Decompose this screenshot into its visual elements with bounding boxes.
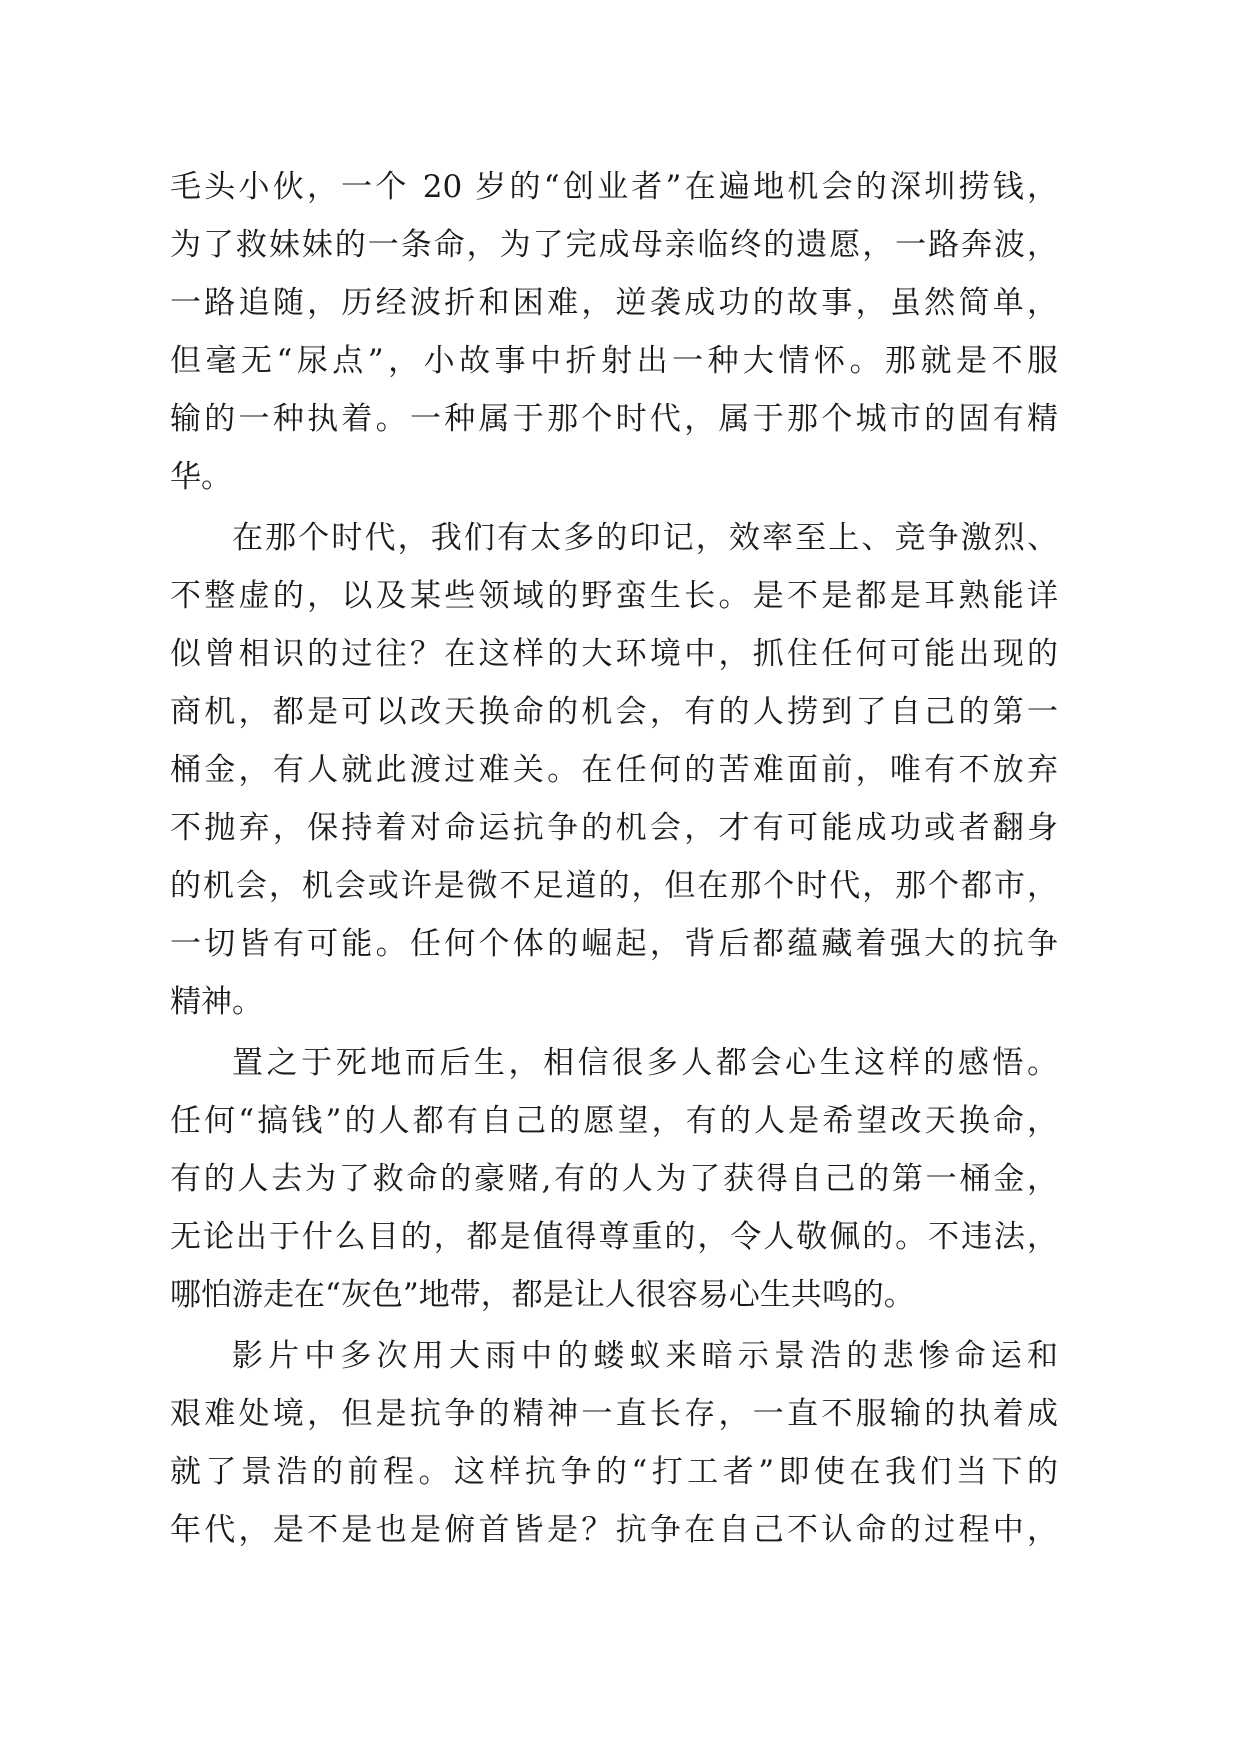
paragraph-4 — [170, 1327, 1058, 1559]
text-line: 商机，都是可以改天换命的机会，有的人捞到了自己的第一 — [170, 694, 1058, 730]
text-line: 的机会，机会或许是微不足道的，但在那个时代，那个都市， — [170, 868, 1058, 904]
text-line: 但毫无“尿点”，小故事中折射出一种大情怀。那就是不服 — [170, 343, 1058, 379]
text-line: 似曾相识的过往？在这样的大环境中，抓住任何可能出现的 — [170, 636, 1058, 672]
paragraph-2 — [170, 509, 1058, 1031]
text-line: 任何“搞钱”的人都有自己的愿望，有的人是希望改天换命， — [170, 1103, 1058, 1139]
text-line: 就了景浩的前程。这样抗争的“打工者”即使在我们当下的 — [170, 1454, 1058, 1490]
text-line: 年代，是不是也是俯首皆是？抗争在自己不认命的过程中， — [170, 1512, 1058, 1548]
text-line: 在那个时代，我们有太多的印记，效率至上、竞争激烈、 — [232, 520, 1058, 556]
text-line: 有的人去为了救命的豪赌,有的人为了获得自己的第一桶金， — [170, 1161, 1058, 1197]
text-line: 一切皆有可能。任何个体的崛起，背后都蕴藏着强大的抗争 — [170, 926, 1058, 962]
text-line: 毛头小伙，一个 20 岁的“创业者”在遍地机会的深圳捞钱， — [170, 169, 1058, 205]
text-line: 不抛弃，保持着对命运抗争的机会，才有可能成功或者翻身 — [170, 810, 1058, 846]
text-line: 桶金，有人就此渡过难关。在任何的苦难面前，唯有不放弃 — [170, 752, 1058, 788]
text-line: 哪怕游走在“灰色”地带，都是让人很容易心生共鸣的。 — [170, 1277, 915, 1313]
text-line: 华。 — [170, 459, 232, 495]
text-line: 置之于死地而后生，相信很多人都会心生这样的感悟。 — [232, 1045, 1058, 1081]
text-line: 输的一种执着。一种属于那个时代，属于那个城市的固有精 — [170, 401, 1058, 437]
text-line: 不整虚的，以及某些领域的野蛮生长。是不是都是耳熟能详 — [170, 578, 1058, 614]
paragraph-3 — [170, 1034, 1058, 1324]
text-line: 艰难处境，但是抗争的精神一直长存，一直不服输的执着成 — [170, 1396, 1058, 1432]
document-page — [170, 158, 1058, 1559]
text-line: 无论出于什么目的，都是值得尊重的，令人敬佩的。不违法， — [170, 1219, 1058, 1255]
text-line: 影片中多次用大雨中的蝼蚁来暗示景浩的悲惨命运和 — [232, 1338, 1058, 1374]
paragraph-1 — [170, 158, 1058, 506]
text-line: 一路追随，历经波折和困难，逆袭成功的故事，虽然简单， — [170, 285, 1058, 321]
text-line: 精神。 — [170, 984, 263, 1020]
text-line: 为了救妹妹的一条命，为了完成母亲临终的遗愿，一路奔波， — [170, 227, 1058, 263]
